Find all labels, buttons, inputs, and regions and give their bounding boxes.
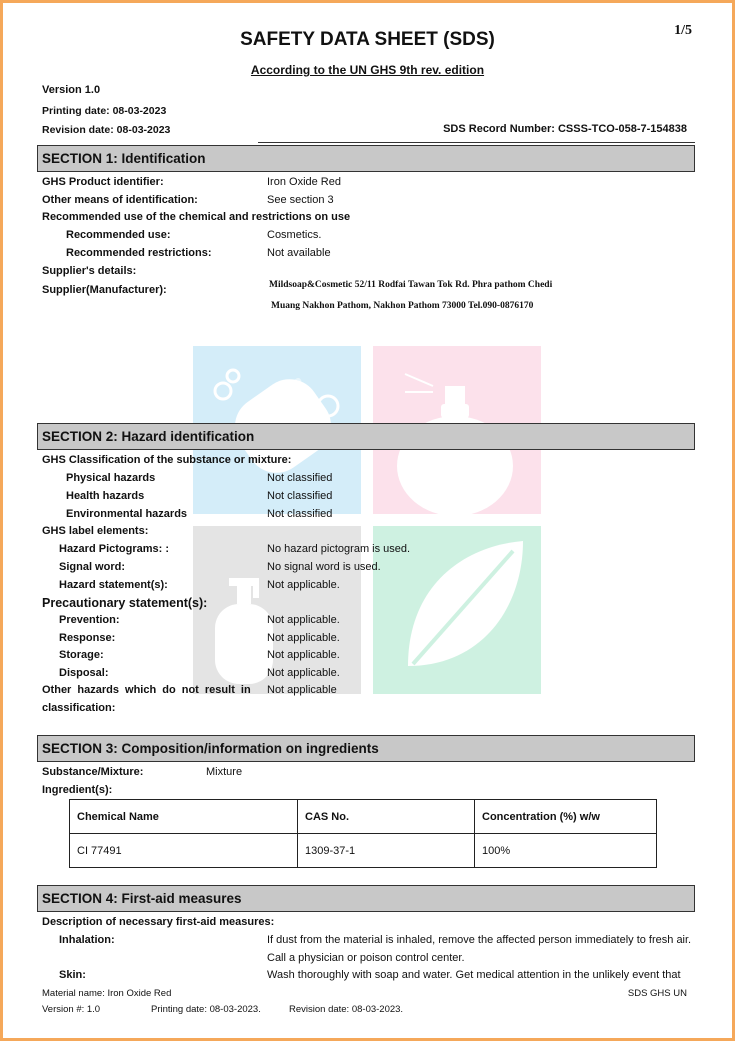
footer-material-name: Material name: Iron Oxide Red <box>42 988 172 999</box>
first-aid-description-heading: Description of necessary first-aid measures: <box>42 916 275 928</box>
subtitle-text: According to the UN GHS 9th rev. edition <box>250 63 485 77</box>
footer-standard: SDS GHS UN <box>627 988 687 999</box>
cell-chemical-name: CI 77491 <box>70 834 298 868</box>
response-label: Response: <box>59 632 116 644</box>
recommended-use-value: Cosmetics. <box>267 229 322 241</box>
storage-value: Not applicable. <box>267 649 340 661</box>
product-identifier-value: Iron Oxide Red <box>267 176 341 188</box>
section-1-heading: SECTION 1: Identification <box>37 145 695 172</box>
column-header-concentration: Concentration (%) w/w <box>475 800 657 834</box>
section-4-heading: SECTION 4: First-aid measures <box>37 885 695 912</box>
hazard-pictograms-value: No hazard pictogram is used. <box>267 543 411 555</box>
table-row <box>70 834 657 868</box>
environmental-hazards-label: Environmental hazards <box>66 508 188 520</box>
cell-concentration: 100% <box>475 834 657 868</box>
other-means-label: Other means of identification: <box>42 194 198 206</box>
hazard-statements-label: Hazard statement(s): <box>59 579 168 591</box>
watermark-soap-text: SOAP <box>264 374 309 415</box>
label-elements-heading: GHS label elements: <box>42 525 149 537</box>
footer-printing-date: Printing date: 08-03-2023. <box>151 1004 261 1015</box>
revision-date: Revision date: 08-03-2023 <box>42 124 171 136</box>
ingredients-table <box>69 799 657 868</box>
table-header-row <box>70 800 657 834</box>
other-hazards-value: Not applicable <box>267 684 337 696</box>
ghs-classification-heading: GHS Classification of the substance or mixture: <box>42 454 292 466</box>
response-value: Not applicable. <box>267 632 340 644</box>
health-hazards-label: Health hazards <box>66 490 145 502</box>
skin-label: Skin: <box>59 969 86 981</box>
header-rule <box>258 142 695 143</box>
ingredients-label: Ingredient(s): <box>42 784 113 796</box>
recommended-restrictions-value: Not available <box>267 247 331 259</box>
health-hazards-value: Not classified <box>267 490 333 502</box>
physical-hazards-label: Physical hazards <box>66 472 156 484</box>
page-number: 1/5 <box>674 23 692 38</box>
recommended-use-label: Recommended use: <box>66 229 171 241</box>
signal-word-value: No signal word is used. <box>267 561 381 573</box>
disposal-label: Disposal: <box>59 667 109 679</box>
environmental-hazards-value: Not classified <box>267 508 333 520</box>
substance-mixture-label: Substance/Mixture: <box>42 766 144 778</box>
inhalation-label: Inhalation: <box>59 934 115 946</box>
supplier-manufacturer-label: Supplier(Manufacturer): <box>42 284 167 296</box>
hazard-statements-value: Not applicable. <box>267 579 340 591</box>
other-hazards-label-line-1: Other hazards which do not result in <box>42 684 251 696</box>
footer-version: Version #: 1.0 <box>42 1004 101 1015</box>
section-3-heading: SECTION 3: Composition/information on ingredients <box>37 735 695 762</box>
document-subtitle <box>3 63 732 77</box>
column-header-cas-no: CAS No. <box>298 800 475 834</box>
document-title: SAFETY DATA SHEET (SDS) <box>240 29 495 50</box>
skin-text-line-1: Wash thoroughly with soap and water. Get medical attention in the unlikely event that <box>267 969 681 981</box>
inhalation-text-line-2: Call a physician or poison control center. <box>267 952 465 964</box>
printing-date: Printing date: 08-03-2023 <box>42 105 167 117</box>
sds-record-number: SDS Record Number: CSSS-TCO-058-7-154838 <box>443 123 687 135</box>
disposal-value: Not applicable. <box>267 667 340 679</box>
column-header-chemical-name: Chemical Name <box>70 800 298 834</box>
footer-revision-date: Revision date: 08-03-2023. <box>289 1004 404 1015</box>
watermark-tiles <box>193 346 543 696</box>
cell-cas-no: 1309-37-1 <box>298 834 475 868</box>
other-hazards-label-line-2: classification: <box>42 702 116 714</box>
recommended-restrictions-label: Recommended restrictions: <box>66 247 212 259</box>
version-text: Version 1.0 <box>42 84 101 96</box>
storage-label: Storage: <box>59 649 104 661</box>
supplier-details-label: Supplier's details: <box>42 265 137 277</box>
supplier-address-line-1: Mildsoap&Cosmetic 52/11 Rodfai Tawan Tok Rd. Phra pathom Chedi <box>269 280 553 290</box>
prevention-value: Not applicable. <box>267 614 340 626</box>
recommended-use-heading: Recommended use of the chemical and restrictions on use <box>42 211 351 223</box>
product-identifier-label: GHS Product identifier: <box>42 176 164 188</box>
signal-word-label: Signal word: <box>59 561 125 573</box>
substance-mixture-value: Mixture <box>206 766 243 778</box>
hazard-pictograms-label: Hazard Pictograms: : <box>59 543 170 555</box>
section-2-heading: SECTION 2: Hazard identification <box>37 423 695 450</box>
physical-hazards-value: Not classified <box>267 472 333 484</box>
supplier-address-line-2: Muang Nakhon Pathom, Nakhon Pathom 73000 Tel.090-0876170 <box>271 301 534 311</box>
other-means-value: See section 3 <box>267 194 334 206</box>
inhalation-text-line-1: If dust from the material is inhaled, remove the affected person immediately to fresh air. <box>267 934 692 946</box>
prevention-label: Prevention: <box>59 614 120 626</box>
precautionary-heading: Precautionary statement(s): <box>42 596 208 610</box>
